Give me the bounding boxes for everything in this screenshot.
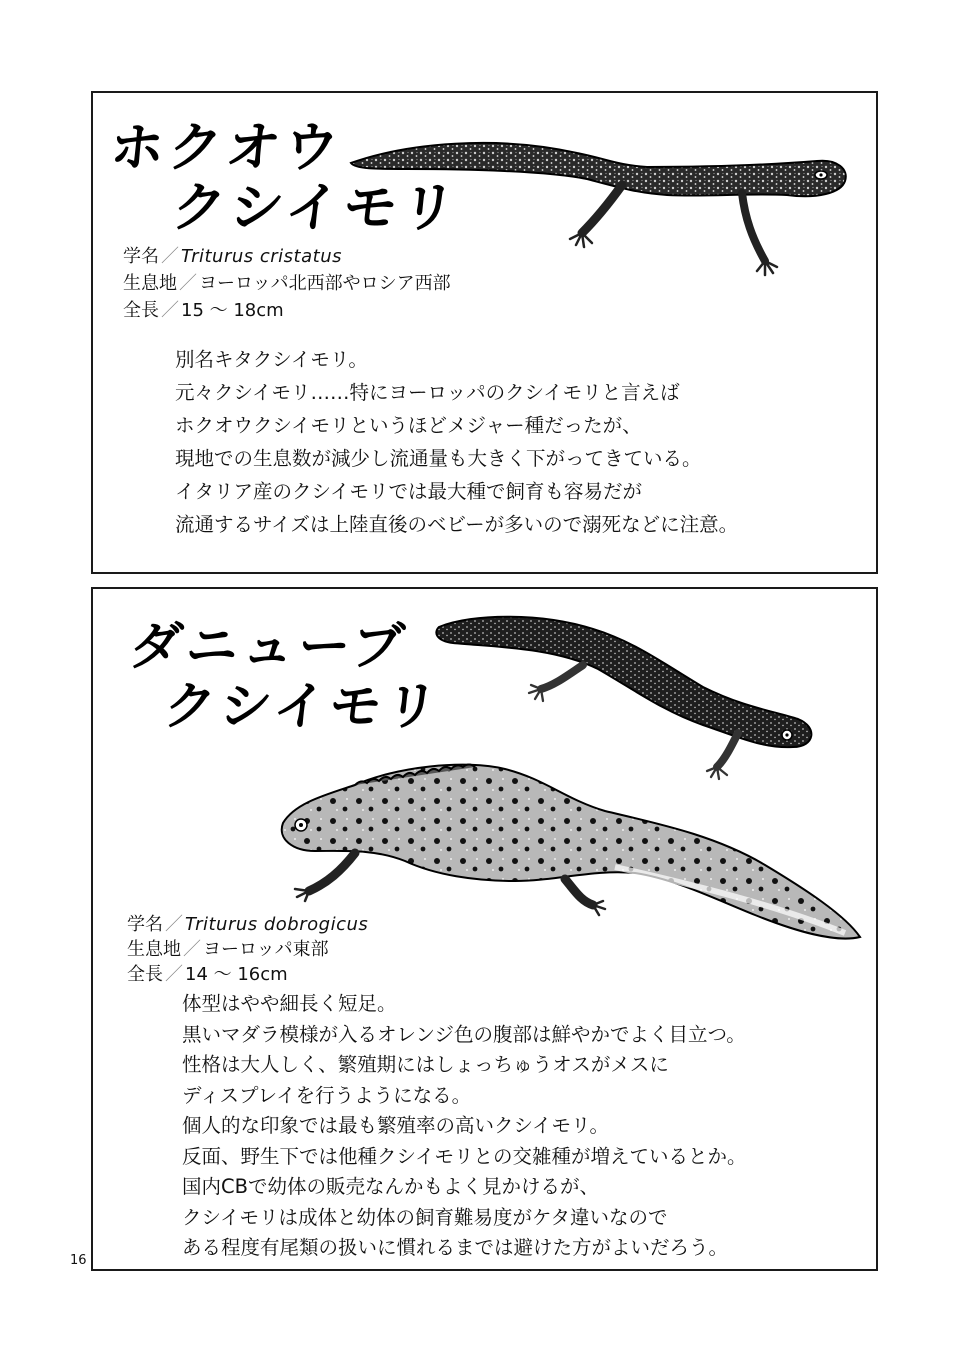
length-row: 全長 ／ 14 〜 16cm [127, 964, 288, 985]
title-line-1: ホクオウ [106, 116, 346, 179]
title-line-2: クシイモリ [160, 677, 445, 737]
scientific-name: Triturus dobrogicus [185, 914, 369, 935]
species-description: 別名キタクシイモリ。 元々クシイモリ……特にヨーロッパのクシイモリと言えば ホクオウクシイモリというほどメジャー種だったが、 現地での生息数が減少し流通量も大きく下がってきている。 イタリア産のクシイモリでは最大種で飼育も容易だが 流通するサイズは上陸直後のベビーが多いので溺死などに注意。 [175, 348, 739, 536]
scientific-name-row: 学名 ／ Triturus cristatus [123, 246, 342, 267]
species-panel-danube-crested-newt [91, 587, 878, 1271]
title-line-2: クシイモリ [168, 176, 463, 239]
species-panel-northern-crested-newt [91, 91, 878, 574]
length-row: 全長 ／ 15 〜 18cm [123, 300, 284, 321]
scientific-name-row: 学名 ／ Triturus dobrogicus [127, 914, 369, 935]
species-metadata [123, 243, 451, 324]
habitat-row: 生息地 ／ ヨーロッパ北西部やロシア西部 [123, 273, 451, 294]
scientific-name: Triturus cristatus [181, 246, 342, 267]
species-title [121, 617, 450, 737]
habitat: ヨーロッパ北西部やロシア西部 [199, 273, 451, 294]
length: 14 〜 16cm [185, 964, 288, 985]
page-number: 16 [70, 1253, 87, 1268]
length: 15 〜 18cm [181, 300, 284, 321]
species-metadata [127, 911, 368, 988]
habitat: ヨーロッパ東部 [203, 939, 329, 960]
habitat-row: 生息地 ／ ヨーロッパ東部 [127, 939, 329, 960]
title-line-1: ダニューブ [127, 617, 411, 677]
species-description: 体型はやや細長く短足。 黒いマダラ模様が入るオレンジ色の腹部は鮮やかでよく目立つ。 性格は大人しく、繁殖期にはしょっちゅうオスがメスに ディスプレイを行うようになる。 個人的な印象では最も繁殖率の高いクシイモリ。 反面、野生下では他種クシイモリとの交雑種が増えているとか。 国内CBで幼体の販売なんかもよく見かけるが、 クシイモリは成体と幼体の飼育難易度がケタ違いなので ある程度有尾類の扱いに慣れるまでは避けた方がよいだろう。 [182, 992, 747, 1259]
